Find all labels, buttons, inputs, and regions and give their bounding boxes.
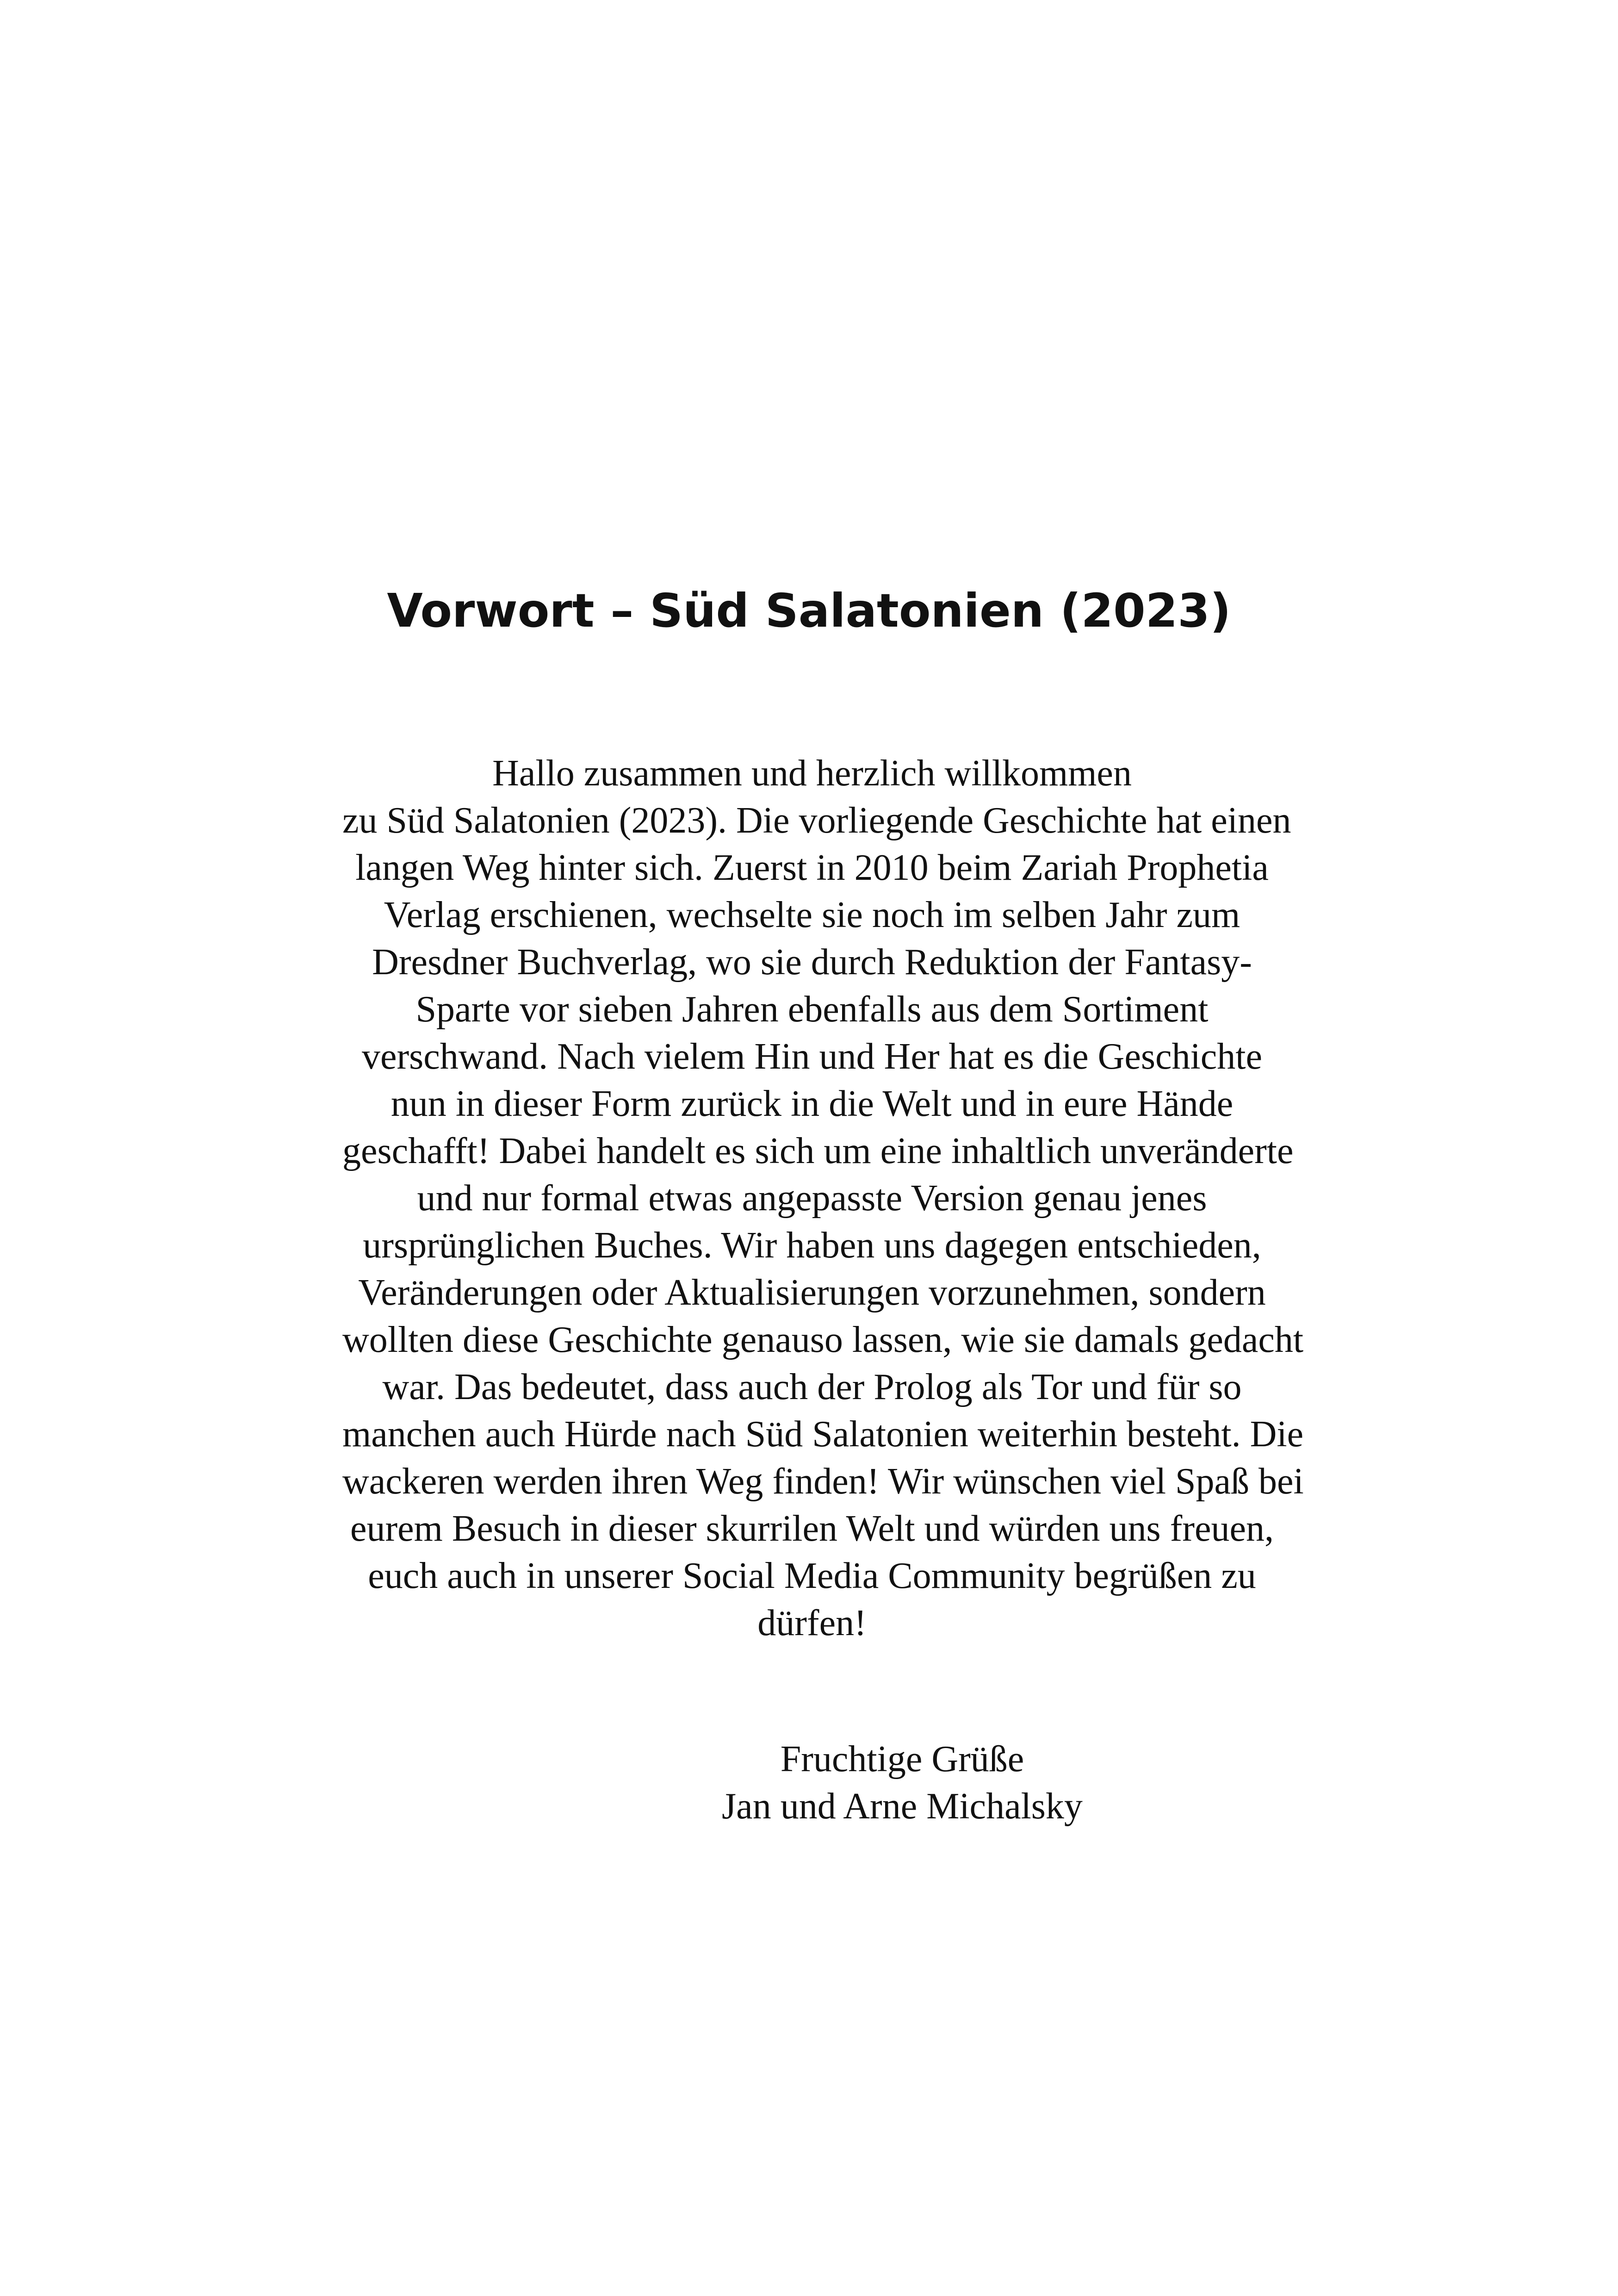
paragraph-line: und nur formal etwas angepasste Version genau jenes — [417, 1178, 1207, 1219]
paragraph-line: Sparte vor sieben Jahren ebenfalls aus dem Sortiment — [415, 989, 1209, 1030]
paragraph-line: Veränderungen oder Aktualisierungen vorzunehmen, sondern — [358, 1272, 1266, 1313]
paragraph-line: nun in dieser Form zurück in die Welt und in eure Hände — [391, 1083, 1234, 1124]
paragraph-line: Dresdner Buchverlag, wo sie durch Reduktion der Fantasy- — [372, 942, 1252, 983]
paragraph-line: euch auch in unserer Social Media Community begrüßen zu — [368, 1556, 1256, 1596]
page-title: Vorwort – Süd Salatonien (2023) — [387, 584, 1231, 638]
paragraph-line: wollten diese Geschichte genauso lassen, wie sie damals gedacht — [342, 1319, 1304, 1360]
paragraph-line: ursprünglichen Buches. Wir haben uns dagegen entschieden, — [363, 1225, 1261, 1266]
foreword-paragraph — [342, 750, 1304, 1647]
paragraph-line: eurem Besuch in dieser skurrilen Welt und würden uns freuen, — [350, 1508, 1274, 1549]
paragraph-line: geschafft! Dabei handelt es sich um eine inhaltlich unveränderte — [342, 1131, 1294, 1171]
paragraph-line: dürfen! — [757, 1603, 867, 1643]
paragraph-line: langen Weg hinter sich. Zuerst in 2010 beim Zariah Prophetia — [355, 847, 1269, 888]
paragraph-line: Verlag erschienen, wechselte sie noch im selben Jahr zum — [384, 895, 1240, 935]
paragraph-line: Hallo zusammen und herzlich willkommen — [492, 753, 1132, 794]
paragraph-line: verschwand. Nach vielem Hin und Her hat es die Geschichte — [362, 1036, 1262, 1077]
paragraph-line: war. Das bedeutet, dass auch der Prolog als Tor und für so — [382, 1367, 1242, 1407]
paragraph-line: wackeren werden ihren Weg finden! Wir wünschen viel Spaß bei — [342, 1461, 1304, 1502]
paragraph-line: zu Süd Salatonien (2023). Die vorliegende Geschichte hat einen — [342, 800, 1291, 841]
signoff-greeting: Fruchtige Grüße — [780, 1739, 1024, 1780]
signoff — [463, 1736, 1342, 1830]
paragraph-line: manchen auch Hürde nach Süd Salatonien weiterhin besteht. Die — [342, 1414, 1304, 1455]
signoff-authors: Jan und Arne Michalsky — [722, 1786, 1083, 1827]
